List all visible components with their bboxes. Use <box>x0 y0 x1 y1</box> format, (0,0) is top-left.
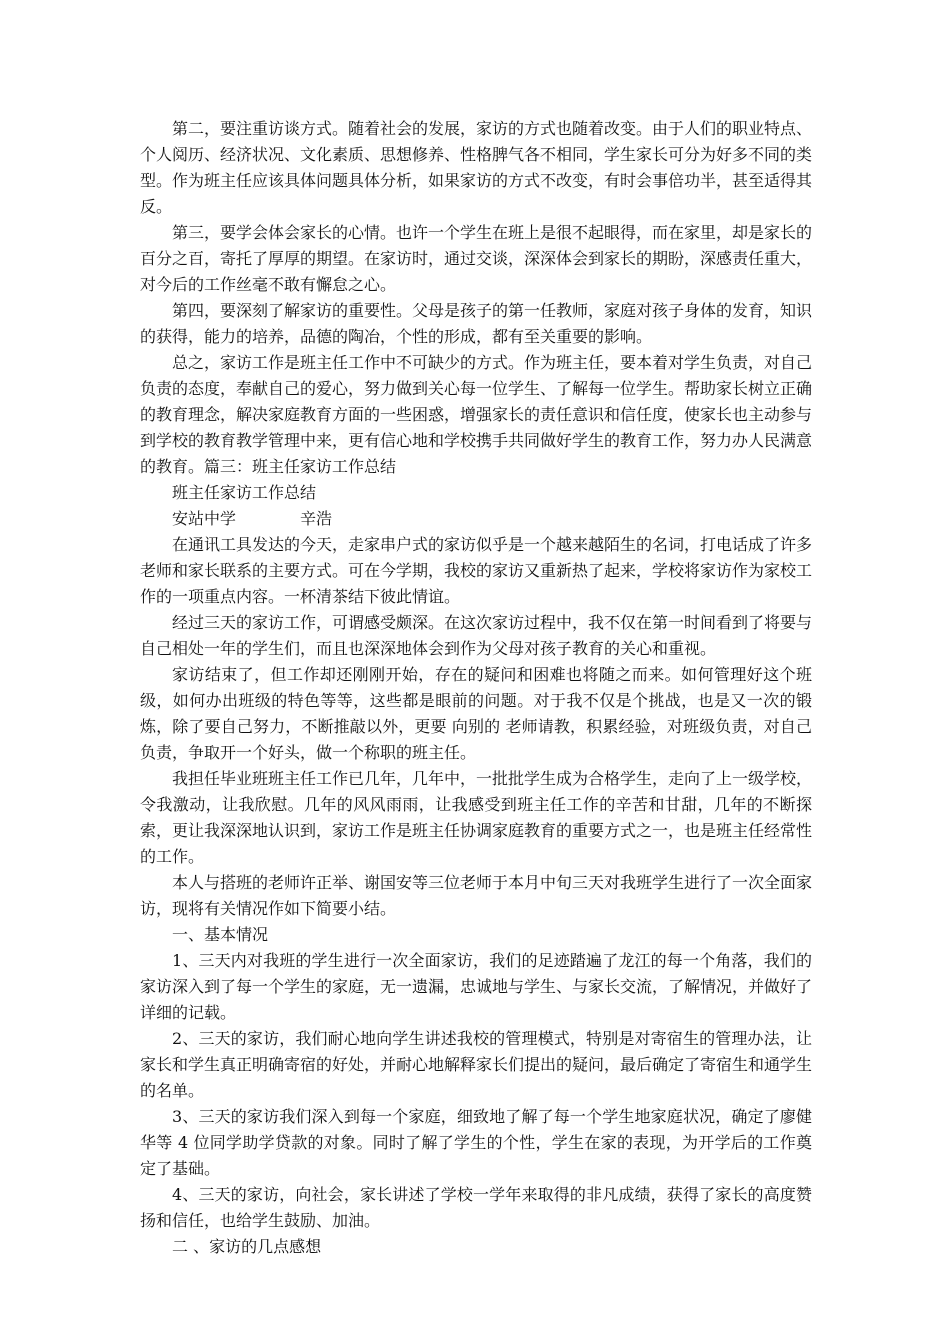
author-school: 安站中学 <box>172 509 237 528</box>
body-paragraph-experience: 经过三天的家访工作，可谓感受颇深。在这次家访过程中，我不仅在第一时间看到了将要与自己相处一年的学生们，而且也深深地体会到作为父母对孩子教育的关心和重视。 <box>140 613 813 658</box>
list-item: 1、三天内对我班的学生进行一次全面家访，我们的足迹踏遍了龙江的每一个角落，我们的家访深入到了每一个学生的家庭，无一遗漏，忠诚地与学生、与家长交流，了解情况，并做好了详细的记载。 <box>140 951 813 1022</box>
document-page <box>140 116 812 1260</box>
paragraph-parent-feelings: 第三，要学会体会家长的心情。也许一个学生在班上是很不起眼得，而在家里，却是家长的百分之百，寄托了厚厚的期望。在家访时，通过交谈，深深体会到家长的期盼，深感责任重大，对今后的工作丝毫不敢有懈怠之心。 <box>140 223 813 294</box>
body-paragraph-challenge: 家访结束了，但工作却还刚刚开始，存在的疑问和困难也将随之而来。如何管理好这个班级，如何办出班级的特色等等，这些都是眼前的问题。对于我不仅是个挑战，也是又一次的锻炼，除了要自己努力，不断推敲以外，更要 向别的 老师请教，积累经验，对班级负责，对自己负责，争取开一个好头，做一个称职的班主任。 <box>140 665 812 762</box>
body-paragraph-intro: 在通讯工具发达的今天，走家串户式的家访似乎是一个越来越陌生的名词，打电话成了许多老师和家长联系的主要方式。可在今学期，我校的家访又重新热了起来，学校将家访作为家校工作的一项重点内容。一杯清茶结下彼此情谊。 <box>140 535 813 606</box>
paragraph-importance: 第四，要深刻了解家访的重要性。父母是孩子的第一任教师，家庭对孩子身体的发育，知识的获得，能力的培养，品德的陶冶，个性的形成，都有至关重要的影响。 <box>140 301 813 346</box>
author-line <box>140 506 812 532</box>
list-item: 3、三天的家访我们深入到每一个家庭，细致地了解了每一个学生地家庭状况，确定了廖健华等 4 位同学助学贷款的对象。同时了解了学生的个性，学生在家的表现，为开学后的工作奠定了基础。 <box>140 1107 812 1178</box>
list-item: 4、三天的家访，向社会，家长讲述了学校一学年来取得的非凡成绩，获得了家长的高度赞扬和信任，也给学生鼓励、加油。 <box>140 1185 812 1230</box>
body-paragraph-career: 我担任毕业班班主任工作已几年，几年中，一批批学生成为合格学生，走向了上一级学校，令我激动，让我欣慰。几年的风风雨雨，让我感受到班主任工作的辛苦和甘甜，几年的不断探索，更让我深深地认识到，家访工作是班主任协调家庭教育的重要方式之一，也是班主任经常性的工作。 <box>140 769 813 866</box>
paragraph-conclusion: 总之，家访工作是班主任工作中不可缺少的方式。作为班主任，要本着对学生负责，对自己负责的态度，奉献自己的爱心，努力做到关心每一位学生、了解每一位学生。帮助家长树立正确的教育理念，解决家庭教育方面的一些困惑，增强家长的责任意识和信任度，使家长也主动参与到学校的教育教学管理中来，更有信心地和学校携手共同做好学生的教育工作，努力办人民满意的教育。篇三：班主任家访工作总结 <box>140 353 813 476</box>
section-heading-basic: 一、基本情况 <box>172 925 269 944</box>
paragraph-visit-method: 第二，要注重访谈方式。随着社会的发展，家访的方式也随着改变。由于人们的职业特点、个人阅历、经济状况、文化素质、思想修养、性格脾气各不相同，学生家长可分为好多不同的类型。作为班主任应该具体问题具体分析，如果家访的方式不改变，有时会事倍功半，甚至适得其反。 <box>140 119 813 216</box>
body-paragraph-summary: 本人与搭班的老师许正举、谢国安等三位老师于本月中旬三天对我班学生进行了一次全面家访，现将有关情况作如下简要小结。 <box>140 873 813 918</box>
document-title: 班主任家访工作总结 <box>172 483 317 502</box>
author-name: 辛浩 <box>300 509 333 528</box>
section-heading-thoughts: 二 、家访的几点感想 <box>172 1237 322 1256</box>
list-item: 2、三天的家访，我们耐心地向学生讲述我校的管理模式，特别是对寄宿生的管理办法，让家长和学生真正明确寄宿的好处，并耐心地解释家长们提出的疑问，最后确定了寄宿生和通学生的名单。 <box>140 1029 813 1100</box>
